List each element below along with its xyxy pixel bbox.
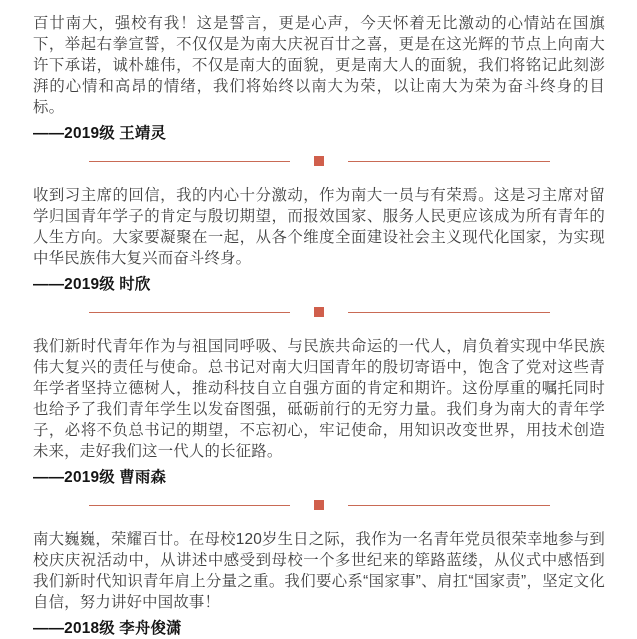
testimonial-paragraph: 我们新时代青年作为与祖国同呼吸、与民族共命运的一代人，肩负着实现中华民族伟大复兴的责任与使命。总书记对南大归国青年的殷切寄语中，饱含了党对这些青年学者坚持立德树人，推动科技自立自强方面的肯定和期许。这份厚重的嘱托同时也给予了我们青年学生以发奋图强，砥砺前行的无穷力量。我们身为南大的青年学子，必将不负总书记的期望，不忘初心，牢记使命，用知识改变世界，用技术创造未来，走好我们这一代人的长征路。 bbox=[33, 338, 605, 460]
divider-line-left bbox=[89, 312, 291, 313]
divider-line-right bbox=[348, 505, 550, 506]
section-divider bbox=[89, 500, 550, 510]
testimonial-attribution: ——2019级 王靖灵 bbox=[33, 125, 167, 142]
section-divider bbox=[89, 156, 550, 166]
divider-line-right bbox=[348, 161, 550, 162]
section-divider bbox=[89, 307, 550, 317]
testimonial-attribution: ——2018级 李舟俊潇 bbox=[33, 620, 182, 637]
testimonial-paragraph: 收到习主席的回信，我的内心十分激动，作为南大一员与有荣焉。这是习主席对留学归国青年学子的肯定与殷切期望，而报效国家、服务人民更应该成为所有青年的人生方向。大家要凝聚在一起，从各个维度全面建设社会主义现代化国家，为实现中华民族伟大复兴而奋斗终身。 bbox=[33, 187, 605, 267]
testimonial-section-4 bbox=[33, 529, 605, 639]
divider-line-left bbox=[89, 161, 291, 162]
testimonial-section-3 bbox=[33, 336, 605, 488]
testimonial-paragraph: 百廿南大，强校有我！这是誓言，更是心声，今天怀着无比激动的心情站在国旗下，举起右拳宣誓，不仅仅是为南大庆祝百廿之喜，更是在这光辉的节点上向南大许下承诺，诚朴雄伟，不仅是南大的面貌，更是南大人的面貌，我们将铭记此刻澎湃的心情和高昂的情绪，我们将始终以南大为荣，以让南大为荣为奋斗终身的目标。 bbox=[33, 15, 605, 116]
divider-line-right bbox=[348, 312, 550, 313]
divider-square-icon bbox=[314, 156, 324, 166]
divider-square-icon bbox=[314, 500, 324, 510]
divider-square-icon bbox=[314, 307, 324, 317]
testimonial-section-1 bbox=[33, 13, 605, 144]
testimonial-paragraph: 南大巍巍，荣耀百廿。在母校120岁生日之际，我作为一名青年党员很荣幸地参与到校庆庆祝活动中，从讲述中感受到母校一个多世纪来的筚路蓝缕，从仪式中感悟到我们新时代知识青年肩上分量之重。我们要心系“国家事”、肩扛“国家责”，坚定文化自信，努力讲好中国故事！ bbox=[33, 531, 605, 611]
testimonial-attribution: ——2019级 时欣 bbox=[33, 276, 151, 293]
divider-line-left bbox=[89, 505, 291, 506]
testimonial-attribution: ——2019级 曹雨森 bbox=[33, 469, 167, 486]
testimonial-section-2 bbox=[33, 185, 605, 295]
